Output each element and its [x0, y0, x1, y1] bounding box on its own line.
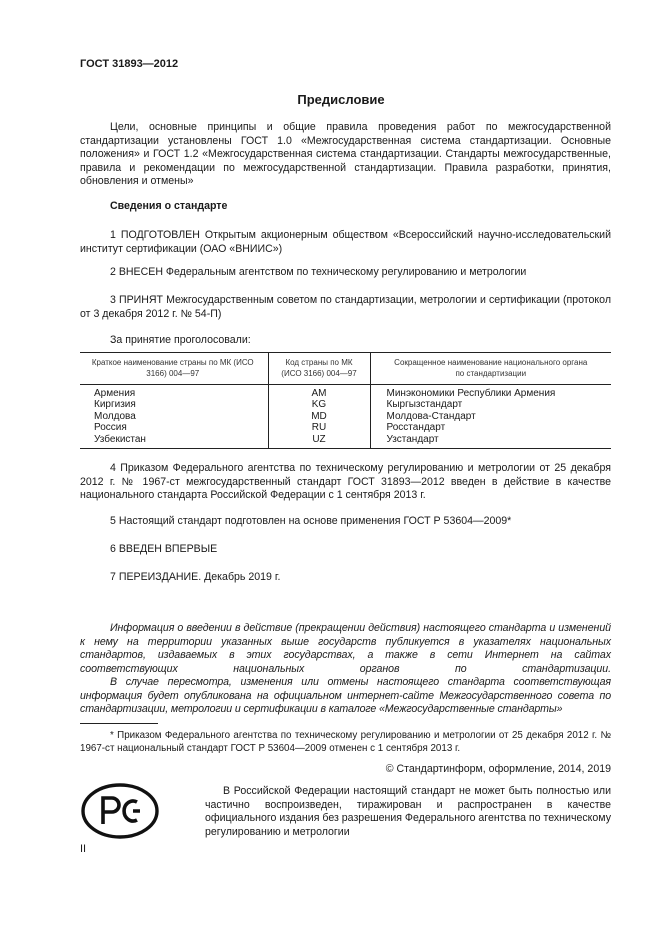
table-cell: MD — [311, 410, 327, 422]
header-country-code: Код страны по МК (ИСО 3166) 004—97 — [268, 353, 370, 385]
table-cell: UZ — [312, 433, 326, 445]
item-5: 5 Настоящий стандарт подготовлен на основе применения ГОСТ Р 53604—2009* — [110, 515, 512, 527]
header-country-name: Краткое наименование страны по МК (ИСО 3166) 004—97 — [80, 353, 268, 385]
item-2: 2 ВНЕСЕН Федеральным агентством по техническому регулированию и метрологии — [110, 266, 527, 278]
reproduction-notice: В Российской Федерации настоящий стандарт не может быть полностью или частично воспроизведен, тиражирован и распространен в качестве официального издания без разрешения Федерального агентства по техническому регулированию и метрологии — [205, 785, 611, 838]
info-paragraph-1: Информация о введении в действие (прекращении действия) настоящего стандарта и изменений к нему на территории указанных выше государств публикуется в указателях национальных стандартов, издаваемых в этих государствах, а также в сети Интернет на сайтах соответствующих национальных органов по стандартизации. — [80, 622, 611, 675]
voting-table — [80, 352, 611, 449]
intro-paragraph: Цели, основные принципы и общие правила проведения работ по межгосударственной стандартизации установлены ГОСТ 1.0 «Межгосударственная система стандартизации. Основные положения» и ГОСТ 1.2 «Межгосударственная система стандартизации. Стандарты межгосударственные, правила и рекомендации по межгосударственной стандартизации. Правила разработки, принятия, обновления и отмены» — [80, 121, 611, 188]
item-3: 3 ПРИНЯТ Межгосударственным советом по стандартизации, метрологии и сертификации (протокол от 3 декабря 2012 г. № 54-П) — [80, 294, 611, 320]
gost-logo — [80, 782, 160, 840]
table-cell: Кыргызстандарт — [386, 399, 463, 411]
footnote-rule — [80, 723, 158, 724]
table-cell: Узбекистан — [94, 433, 146, 445]
item-6: 6 ВВЕДЕН ВПЕРВЫЕ — [110, 543, 218, 555]
table-body — [80, 385, 611, 449]
column-country-codes — [268, 385, 370, 449]
header-national-body: Сокращенное наименование национального органа по стандартизации — [370, 353, 611, 385]
table-header-row — [80, 353, 611, 385]
table-cell: Узстандарт — [386, 433, 439, 445]
page-number: II — [80, 843, 87, 855]
footnote: * Приказом Федерального агентства по техническому регулированию и метрологии от 25 декабря 2012 г. № 1967-ст национальный стандарт ГОСТ Р 53604—2009 отменен с 1 сентября 2013 г. — [80, 730, 611, 754]
table-cell: Молдова — [94, 410, 136, 422]
column-country-names — [80, 385, 268, 449]
doc-code-header: ГОСТ 31893—2012 — [80, 58, 179, 70]
item-4: 4 Приказом Федерального агентства по техническому регулированию и метрологии от 25 декабря 2012 г. № 1967-ст межгосударственный стандарт ГОСТ 31893—2012 введен в действие в качестве национального стандарта Российской Федерации с 1 сентября 2013 г. — [80, 462, 611, 502]
table-cell: Минэкономики Республики Армения — [386, 388, 556, 399]
table-cell: Молдова-Стандарт — [386, 410, 476, 422]
copyright: © Стандартинформ, оформление, 2014, 2019 — [385, 763, 611, 775]
info-paragraph-2: В случае пересмотра, изменения или отмены настоящего стандарта соответствующая информация будет опубликована на официальном интернет-сайте Межгосударственного совета по стандартизации, метрологии и сертификации в каталоге «Межгосударственные стандарты» — [80, 676, 611, 716]
gost-logo-graphic — [80, 782, 160, 840]
table-cell: RU — [311, 422, 327, 434]
column-national-bodies — [370, 385, 611, 449]
table-cell: Росстандарт — [386, 422, 446, 434]
item-7: 7 ПЕРЕИЗДАНИЕ. Декабрь 2019 г. — [110, 571, 281, 583]
table-cell: KG — [311, 399, 327, 411]
item-1: 1 ПОДГОТОВЛЕН Открытым акционерным обществом «Всероссийский научно-исследовательский институт сертификации (ОАО «ВНИИС») — [80, 229, 611, 255]
table-cell: AM — [311, 388, 327, 399]
page-title: Предисловие — [297, 92, 385, 107]
table-cell: Армения — [94, 388, 136, 399]
voted-label: За принятие проголосовали: — [110, 334, 251, 346]
section-title: Сведения о стандарте — [110, 200, 228, 212]
table-cell: Россия — [94, 422, 127, 434]
table-cell: Киргизия — [94, 399, 136, 411]
